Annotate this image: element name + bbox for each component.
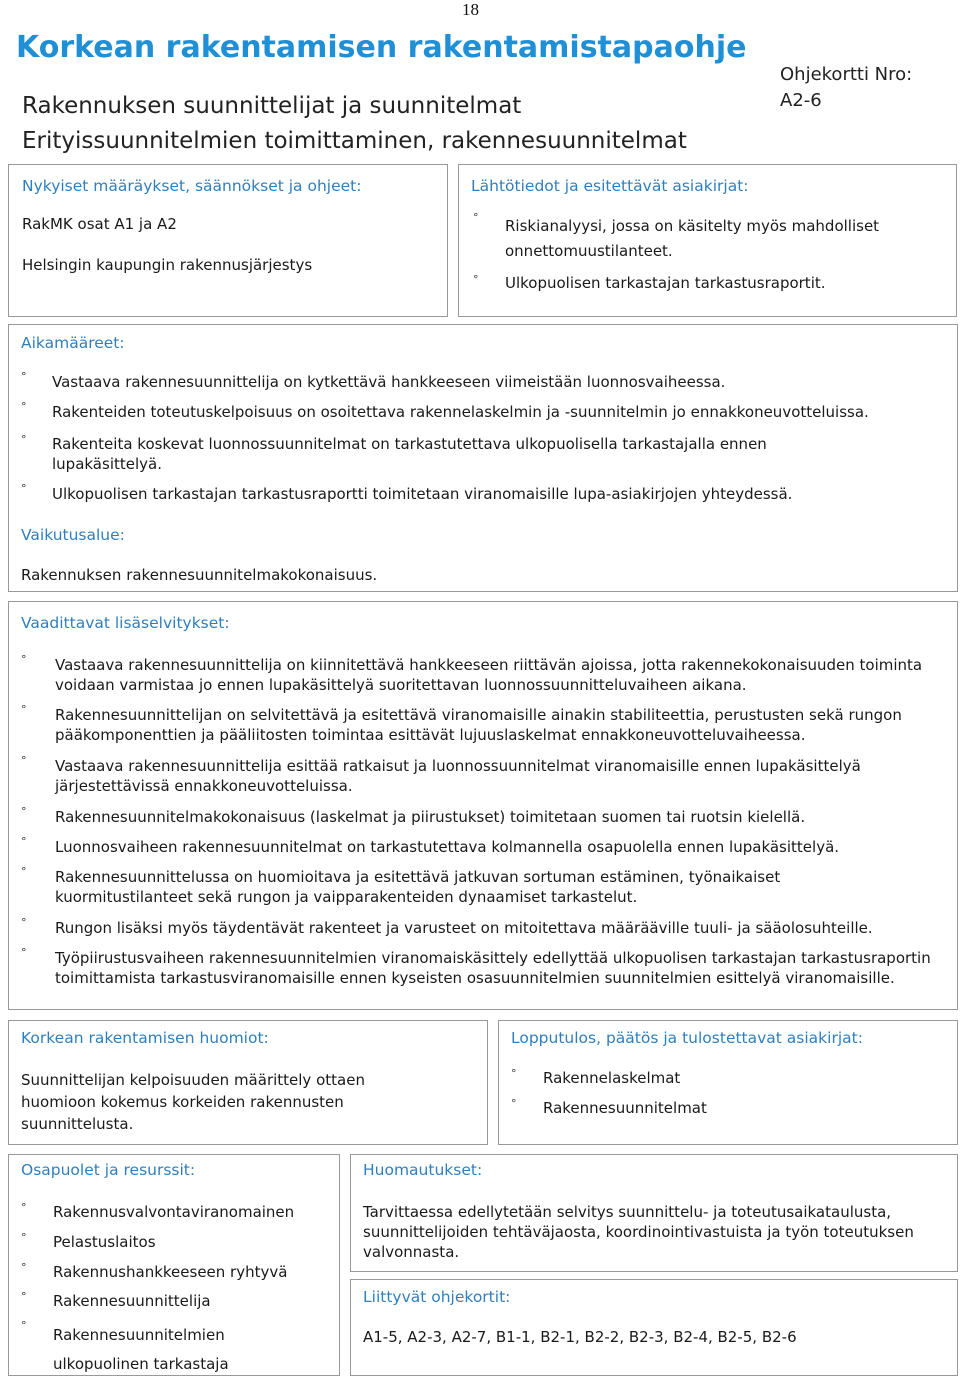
bullet-icon: ° [21, 1261, 27, 1274]
regulation-item: RakMK osat A1 ja A2 [22, 215, 177, 233]
deadline-item: Ulkopuolisen tarkastajan tarkastusraportti toimitetaan viranomaisille lupa-asiakirjojen yhteydessä. [52, 485, 793, 503]
party-item: Pelastuslaitos [53, 1233, 156, 1251]
high-rise-notes-text: Suunnittelijan kelpoisuuden määrittely ottaen huomioon kokemus korkeiden rakennusten suunnittelusta. [21, 1071, 365, 1133]
party-item: Rakennusvalvontaviranomainen [53, 1203, 295, 1221]
inputs-heading: Lähtötiedot ja esitettävät asiakirjat: [471, 177, 749, 195]
regulations-heading: Nykyiset määräykset, säännökset ja ohjeet: [22, 177, 362, 195]
remarks-heading: Huomautukset: [363, 1161, 483, 1179]
bullet-icon: ° [21, 370, 27, 383]
party-item: Rakennushankkeeseen ryhtyvä [53, 1263, 288, 1281]
requirements-box [8, 601, 958, 1010]
bullet-icon: ° [21, 703, 27, 716]
bullet-icon: ° [511, 1097, 517, 1110]
bullet-icon: ° [21, 1201, 27, 1214]
bullet-icon: ° [21, 865, 27, 878]
bullet-icon: ° [21, 805, 27, 818]
document-subtitle-2: Erityissuunnitelmien toimittaminen, rakennesuunnitelmat [22, 128, 687, 154]
related-box [350, 1279, 958, 1376]
bullet-icon: ° [21, 754, 27, 767]
scope-text: Rakennuksen rakennesuunnitelmakokonaisuus. [21, 566, 378, 584]
regulation-item: Helsingin kaupungin rakennusjärjestys [22, 256, 313, 274]
party-item: Rakennesuunnittelija [53, 1292, 211, 1310]
bullet-icon: ° [21, 835, 27, 848]
remarks-box [350, 1154, 958, 1272]
input-item: Ulkopuolisen tarkastajan tarkastusraportit. [505, 274, 826, 292]
deadline-item: Rakenteita koskevat luonnossuunnitelmat on tarkastutettava ulkopuolisella tarkastajalla ennen lupakäsittelyä. [52, 435, 767, 473]
party-item: Rakennesuunnitelmien ulkopuolinen tarkastaja [53, 1326, 229, 1373]
bullet-icon: ° [511, 1067, 517, 1080]
deadlines-heading: Aikamääreet: [21, 334, 125, 352]
requirement-item: Työpiirustusvaiheen rakennesuunnitelmien viranomaiskäsittely edellyttää ulkopuolisen tarkastajan tarkastusraportin toimittamista tarkastusviranomaisille ennen kyseisten osasuunnitelmien suunnitelmien esittelyä viranomaisille. [55, 949, 931, 987]
parties-box [8, 1154, 340, 1376]
requirement-item: Rakennesuunnittelijan on selvitettävä ja esitettävä viranomaisille ainakin stabiliteettia, perustusten sekä rungon pääkomponenttien ja pääliitosten toimintaa esittävät lujuuslaskelmat ennakkoneuvotteluvaiheessa. [55, 706, 902, 744]
deadline-item: Vastaava rakennesuunnittelija on kytkettävä hankkeeseen viimeistään luonnosvaiheessa. [52, 373, 726, 391]
remarks-text: Tarvittaessa edellytetään selvitys suunnittelu- ja toteutusaikataulusta, suunnittelijoiden tehtäväjaosta, koordinointivastuista ja työn toteutuksen valvonnasta. [363, 1203, 914, 1261]
outcome-item: Rakennelaskelmat [543, 1069, 681, 1087]
bullet-icon: ° [21, 653, 27, 666]
document-title: Korkean rakentamisen rakentamistapaohje [16, 30, 747, 65]
deadlines-box [8, 324, 958, 592]
bullet-icon: ° [21, 433, 27, 446]
outcome-item: Rakennesuunnitelmat [543, 1099, 707, 1117]
bullet-icon: ° [21, 1231, 27, 1244]
bullet-icon: ° [21, 482, 27, 495]
bullet-icon: ° [21, 916, 27, 929]
related-heading: Liittyvät ohjekortit: [363, 1288, 511, 1306]
high-rise-notes-box [8, 1020, 488, 1145]
high-rise-notes-heading: Korkean rakentamisen huomiot: [21, 1029, 269, 1047]
card-number-value: A2-6 [780, 90, 822, 111]
document-subtitle-1: Rakennuksen suunnittelijat ja suunnitelmat [22, 93, 522, 119]
bullet-icon: ° [21, 1319, 27, 1332]
bullet-icon: ° [473, 273, 479, 286]
requirement-item: Rakennesuunnittelussa on huomioitava ja esitettävä jatkuvan sortuman estäminen, työnaikaiset kuormitustilanteet sekä rungon ja vaipparakenteiden dynaamiset tarkastelut. [55, 868, 781, 906]
card-number-label: Ohjekortti Nro: [780, 64, 913, 85]
inputs-box [458, 164, 957, 317]
requirement-item: Luonnosvaiheen rakennesuunnitelmat on tarkastutettava kolmannella osapuolella ennen lupakäsittelyä. [55, 838, 840, 856]
related-cards-text: A1-5, A2-3, A2-7, B1-1, B2-1, B2-2, B2-3, B2-4, B2-5, B2-6 [363, 1328, 797, 1346]
outcome-box [498, 1020, 958, 1145]
bullet-icon: ° [21, 1290, 27, 1303]
deadline-item: Rakenteiden toteutuskelpoisuus on osoitettava rakennelaskelmin ja -suunnitelmin jo ennakkoneuvotteluissa. [52, 403, 869, 421]
requirement-item: Vastaava rakennesuunnittelija on kiinnitettävä hankkeeseen riittävän ajoissa, jotta rakennekokonaisuuden toiminta voidaan varmistaa jo ennen lupakäsittelyä suoritettavan luonnossuunnitteluvaiheen aikana. [55, 656, 923, 694]
requirement-item: Vastaava rakennesuunnittelija esittää ratkaisut ja luonnossuunnitelmat viranomaisille ennen lupakäsittelyä järjestettävissä ennakkoneuvotteluissa. [55, 757, 861, 795]
card-number-block [780, 62, 912, 114]
requirement-item: Rakennesuunnitelmakokonaisuus (laskelmat ja piirustukset) toimitetaan suomen tai ruotsin kielellä. [55, 808, 806, 826]
regulations-box [8, 164, 448, 317]
requirement-item: Rungon lisäksi myös täydentävät rakenteet ja varusteet on mitoitettava määräävillе tuuli- ja sääolosuhteille. [55, 919, 873, 937]
page-number: 18 [462, 0, 479, 19]
requirements-heading: Vaadittavat lisäselvitykset: [21, 614, 230, 632]
bullet-icon: ° [21, 946, 27, 959]
input-item: Riskianalyysi, jossa on käsitelty myös mahdolliset onnettomuustilanteet. [505, 217, 880, 260]
scope-heading: Vaikutusalue: [21, 526, 125, 544]
parties-heading: Osapuolet ja resurssit: [21, 1161, 196, 1179]
bullet-icon: ° [473, 211, 479, 224]
outcome-heading: Lopputulos, päätös ja tulostettavat asiakirjat: [511, 1029, 863, 1047]
bullet-icon: ° [21, 400, 27, 413]
